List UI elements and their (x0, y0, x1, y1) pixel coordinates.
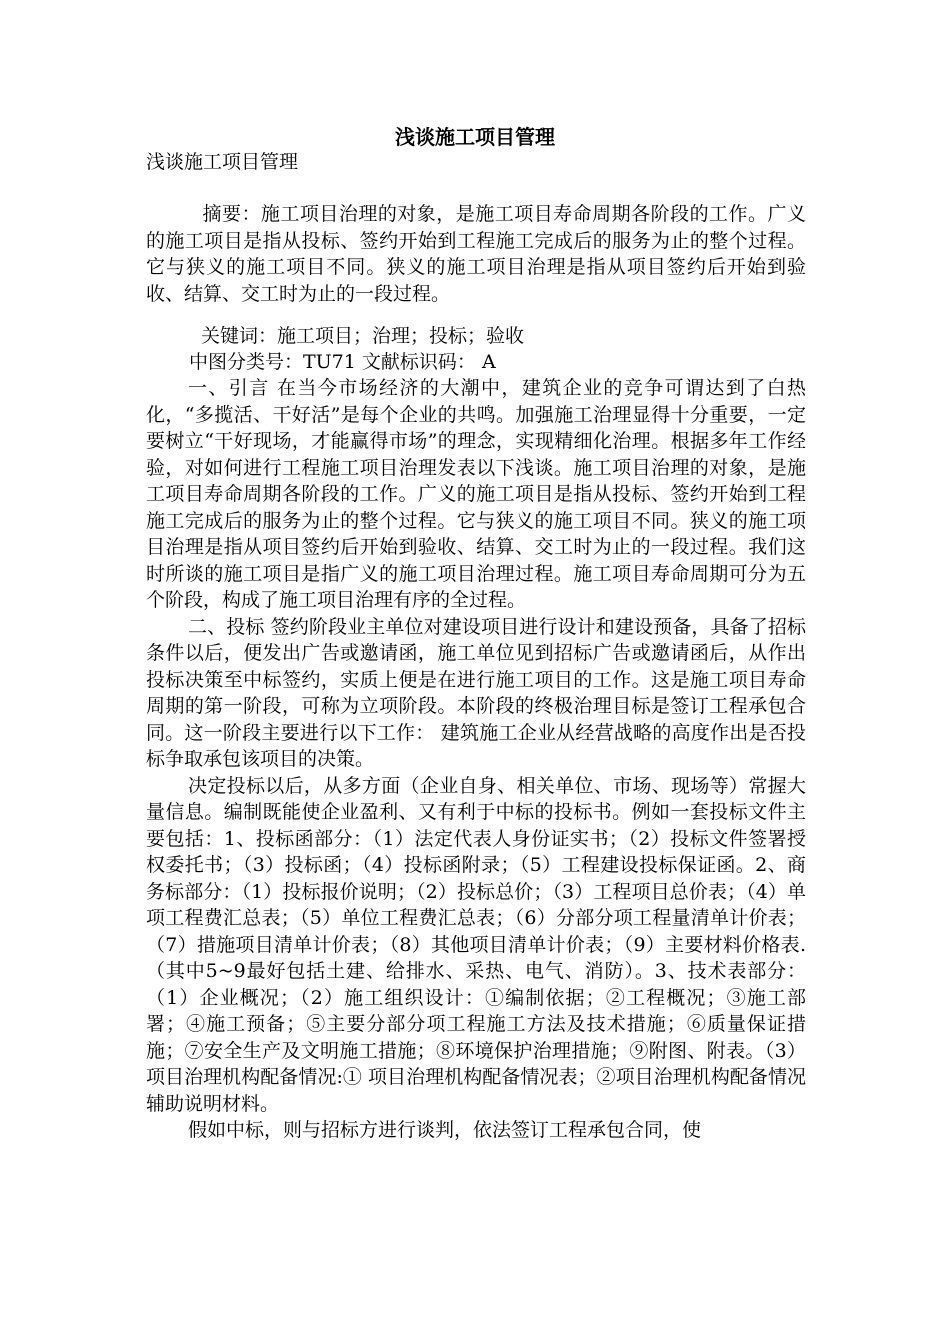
abstract-paragraph (146, 201, 806, 307)
paragraph-bid-documents: 决定投标以后，从多方面（企业自身、相关单位、市场、现场等）常握大量信息。编制既能使企业盈利、又有利于中标的投标书。例如一套投标文件主要包括：1、投标函部分：（1）法定代表人身份证实书；（2）投标文件签署授权委托书；（3）投标函；（4）投标函附录；（5）工程建设投标保证函。2、商务标部分：（1）投标报价说明；（2）投标总价；（3）工程项目总价表；（4）单项工程费汇总表；（5）单位工程费汇总表；（6）分部分项工程量清单计价表；（7）措施项目清单计价表；（8）其他项目清单计价表；（9）主要材料价格表.（其中5~9最好包括土建、给排水、采热、电气、消防）。3、技术表部分：（1）企业概况；（2）施工组织设计：①编制依据；②工程概况；③施工部署；④施工预备；⑤主要分部分项工程施工方法及技术措施；⑥质量保证措施；⑦安全生产及文明施工措施；⑧环境保护治理措施；⑨附图、附表。（3）项目治理机构配备情况:① 项目治理机构配备情况表；②项目治理机构配备情况辅助说明材料。 (146, 774, 806, 1115)
abstract-text: 摘要：施工项目治理的对象，是施工项目寿命周期各阶段的工作。广义的施工项目是指从投标、签约开始到工程施工完成后的服务为止的整个过程。它与狭义的施工项目不同。狭义的施工项目治理是指从项目签约后开始到验收、结算、交工时为止的一段过程。 (146, 203, 806, 305)
main-body (146, 375, 806, 1143)
paragraph-introduction: 一、引言 在当今市场经济的大潮中，建筑企业的竞争可谓达到了白热化，“多揽活、干好活”是每个企业的共鸣。加强施工治理显得十分重要，一定要树立“干好现场，才能赢得市场”的理念，实现精细化治理。根据多年工作经验，对如何进行工程施工项目治理发表以下浅谈。施工项目治理的对象，是施工项目寿命周期各阶段的工作。广义的施工项目是指从投标、签约开始到工程施工完成后的服务为止的整个过程。它与狭义的施工项目不同。狭义的施工项目治理是指从项目签约后开始到验收、结算、交工时为止的一段过程。我们这时所谈的施工项目是指广义的施工项目治理过程。施工项目寿命周期可分为五个阶段，构成了施工项目治理有序的全过程。 (146, 377, 806, 611)
paragraph-contract: 假如中标，则与招标方进行谈判，依法签订工程承包合同，使 (188, 1119, 702, 1141)
keywords-line: 关键词：施工项目；治理；投标；验收 (201, 325, 525, 347)
document-title: 浅谈施工项目管理 (395, 125, 555, 149)
paragraph-bidding: 二、投标 签约阶段业主单位对建设项目进行设计和建设预备，具备了招标条件以后，便发出广告或邀请函，施工单位见到招标广告或邀请函后，从作出投标决策至中标签约，实质上便是在进行施工项目的工作。这是施工项目寿命周期的第一阶段，可称为立项阶段。本阶段的终极治理目标是签订工程承包合同。这一阶段主要进行以下工作： 建筑施工企业从经营战略的高度作出是否投标争取承包该项目的决策。 (146, 615, 806, 770)
classification-line: 中图分类号：TU71 文献标识码： A (189, 351, 496, 373)
document-subtitle: 浅谈施工项目管理 (146, 151, 299, 173)
